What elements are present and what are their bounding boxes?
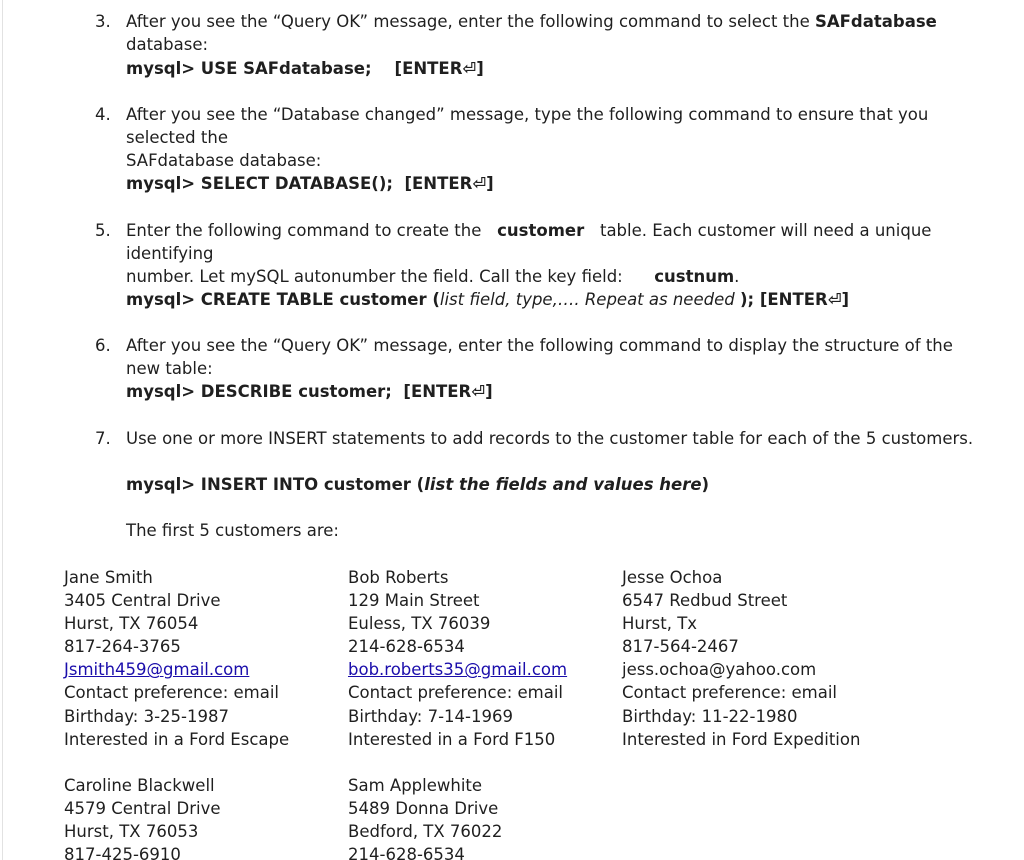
step-number: 5. — [95, 221, 111, 240]
step-number: 4. — [95, 105, 111, 124]
customer-card-jesse-ochoa — [622, 566, 860, 751]
step-text: After you see the “Database changed” message, type the following command to ensure that you selected the SAFdatabase database: — [126, 105, 929, 170]
customers-intro: The first 5 customers are: — [126, 521, 339, 540]
customer-city: Hurst, Tx — [622, 614, 698, 634]
customer-contact-preference: Contact preference: email — [348, 683, 564, 703]
customer-street: 3405 Central Drive — [64, 591, 221, 611]
step-text: Enter the following command to create the customer table. Each customer will need a unique identifying number. Let mySQL autonumber the field. Call the key field: custnum. — [126, 221, 932, 286]
step-7 — [95, 427, 995, 450]
step-4 — [95, 103, 995, 170]
customer-name: Sam Applewhite — [348, 776, 483, 795]
customer-contact-preference: Contact preference: email — [64, 683, 280, 703]
step-5 — [95, 219, 995, 286]
step-number: 3. — [95, 12, 111, 31]
customer-birthday: Birthday: 3-25-1987 — [64, 706, 229, 726]
command-insert-into: mysql> INSERT INTO customer (list the fields and values here) — [126, 475, 710, 494]
customer-phone: 214-628-6534 — [348, 845, 465, 860]
customer-phone: 214-628-6534 — [348, 637, 465, 657]
customer-city: Euless, TX 76039 — [348, 614, 491, 634]
customer-phone: 817-264-3765 — [64, 637, 181, 657]
command-select-database: mysql> SELECT DATABASE(); [ENTER⏎] — [126, 174, 494, 193]
customer-city: Bedford, TX 76022 — [348, 822, 503, 842]
command-use-database: mysql> USE SAFdatabase; [ENTER⏎] — [126, 59, 484, 78]
customer-phone: 817-564-2467 — [622, 637, 739, 657]
enter-key-icon: ⏎ — [462, 59, 477, 78]
customer-contact-preference: Contact preference: email — [622, 683, 838, 703]
customer-interest: Interested in a Ford Escape — [64, 729, 290, 749]
customer-birthday: Birthday: 11-22-1980 — [622, 706, 798, 726]
customer-street: 4579 Central Drive — [64, 799, 221, 819]
customer-street: 6547 Redbud Street — [622, 591, 788, 611]
customer-city: Hurst, TX 76054 — [64, 614, 199, 634]
command-describe-table: mysql> DESCRIBE customer; [ENTER⏎] — [126, 382, 493, 401]
step-3 — [95, 10, 995, 54]
customer-name: Bob Roberts — [348, 568, 449, 587]
customer-city: Hurst, TX 76053 — [64, 822, 199, 842]
step-6 — [95, 334, 995, 378]
step-number: 6. — [95, 336, 111, 355]
customer-card-bob-roberts — [348, 566, 567, 751]
customer-phone: 817-425-6910 — [64, 845, 181, 860]
step-number: 7. — [95, 429, 111, 448]
customer-birthday: Birthday: 7-14-1969 — [348, 706, 513, 726]
customer-name: Caroline Blackwell — [64, 776, 215, 795]
customer-card-jane-smith — [64, 566, 289, 751]
command-create-table: mysql> CREATE TABLE customer (list field, type,…. Repeat as needed ); [ENTER⏎] — [126, 290, 850, 309]
enter-key-icon: ⏎ — [471, 382, 486, 401]
enter-key-icon: ⏎ — [827, 290, 842, 309]
customer-name: Jesse Ochoa — [622, 568, 723, 587]
customer-card-sam-applewhite — [348, 774, 502, 860]
customer-interest: Interested in Ford Expedition — [622, 729, 861, 749]
customer-name: Jane Smith — [64, 568, 153, 587]
step-text: Use one or more INSERT statements to add records to the customer table for each of the 5 customers. — [126, 429, 974, 448]
page-left-edge — [2, 0, 3, 860]
step-text: After you see the “Query OK” message, enter the following command to display the structure of the new table: — [126, 336, 953, 378]
customer-email: jess.ochoa@yahoo.com — [622, 660, 817, 680]
customer-card-caroline-blackwell — [64, 774, 221, 860]
customer-email-link[interactable]: bob.roberts35@gmail.com — [348, 660, 568, 680]
enter-key-icon: ⏎ — [472, 174, 487, 193]
customer-street: 5489 Donna Drive — [348, 799, 499, 819]
step-text: After you see the “Query OK” message, enter the following command to select the SAFdatabase database: — [126, 12, 937, 54]
customer-email-link[interactable]: Jsmith459@gmail.com — [64, 660, 250, 680]
customer-street: 129 Main Street — [348, 591, 480, 611]
customer-interest: Interested in a Ford F150 — [348, 729, 556, 749]
